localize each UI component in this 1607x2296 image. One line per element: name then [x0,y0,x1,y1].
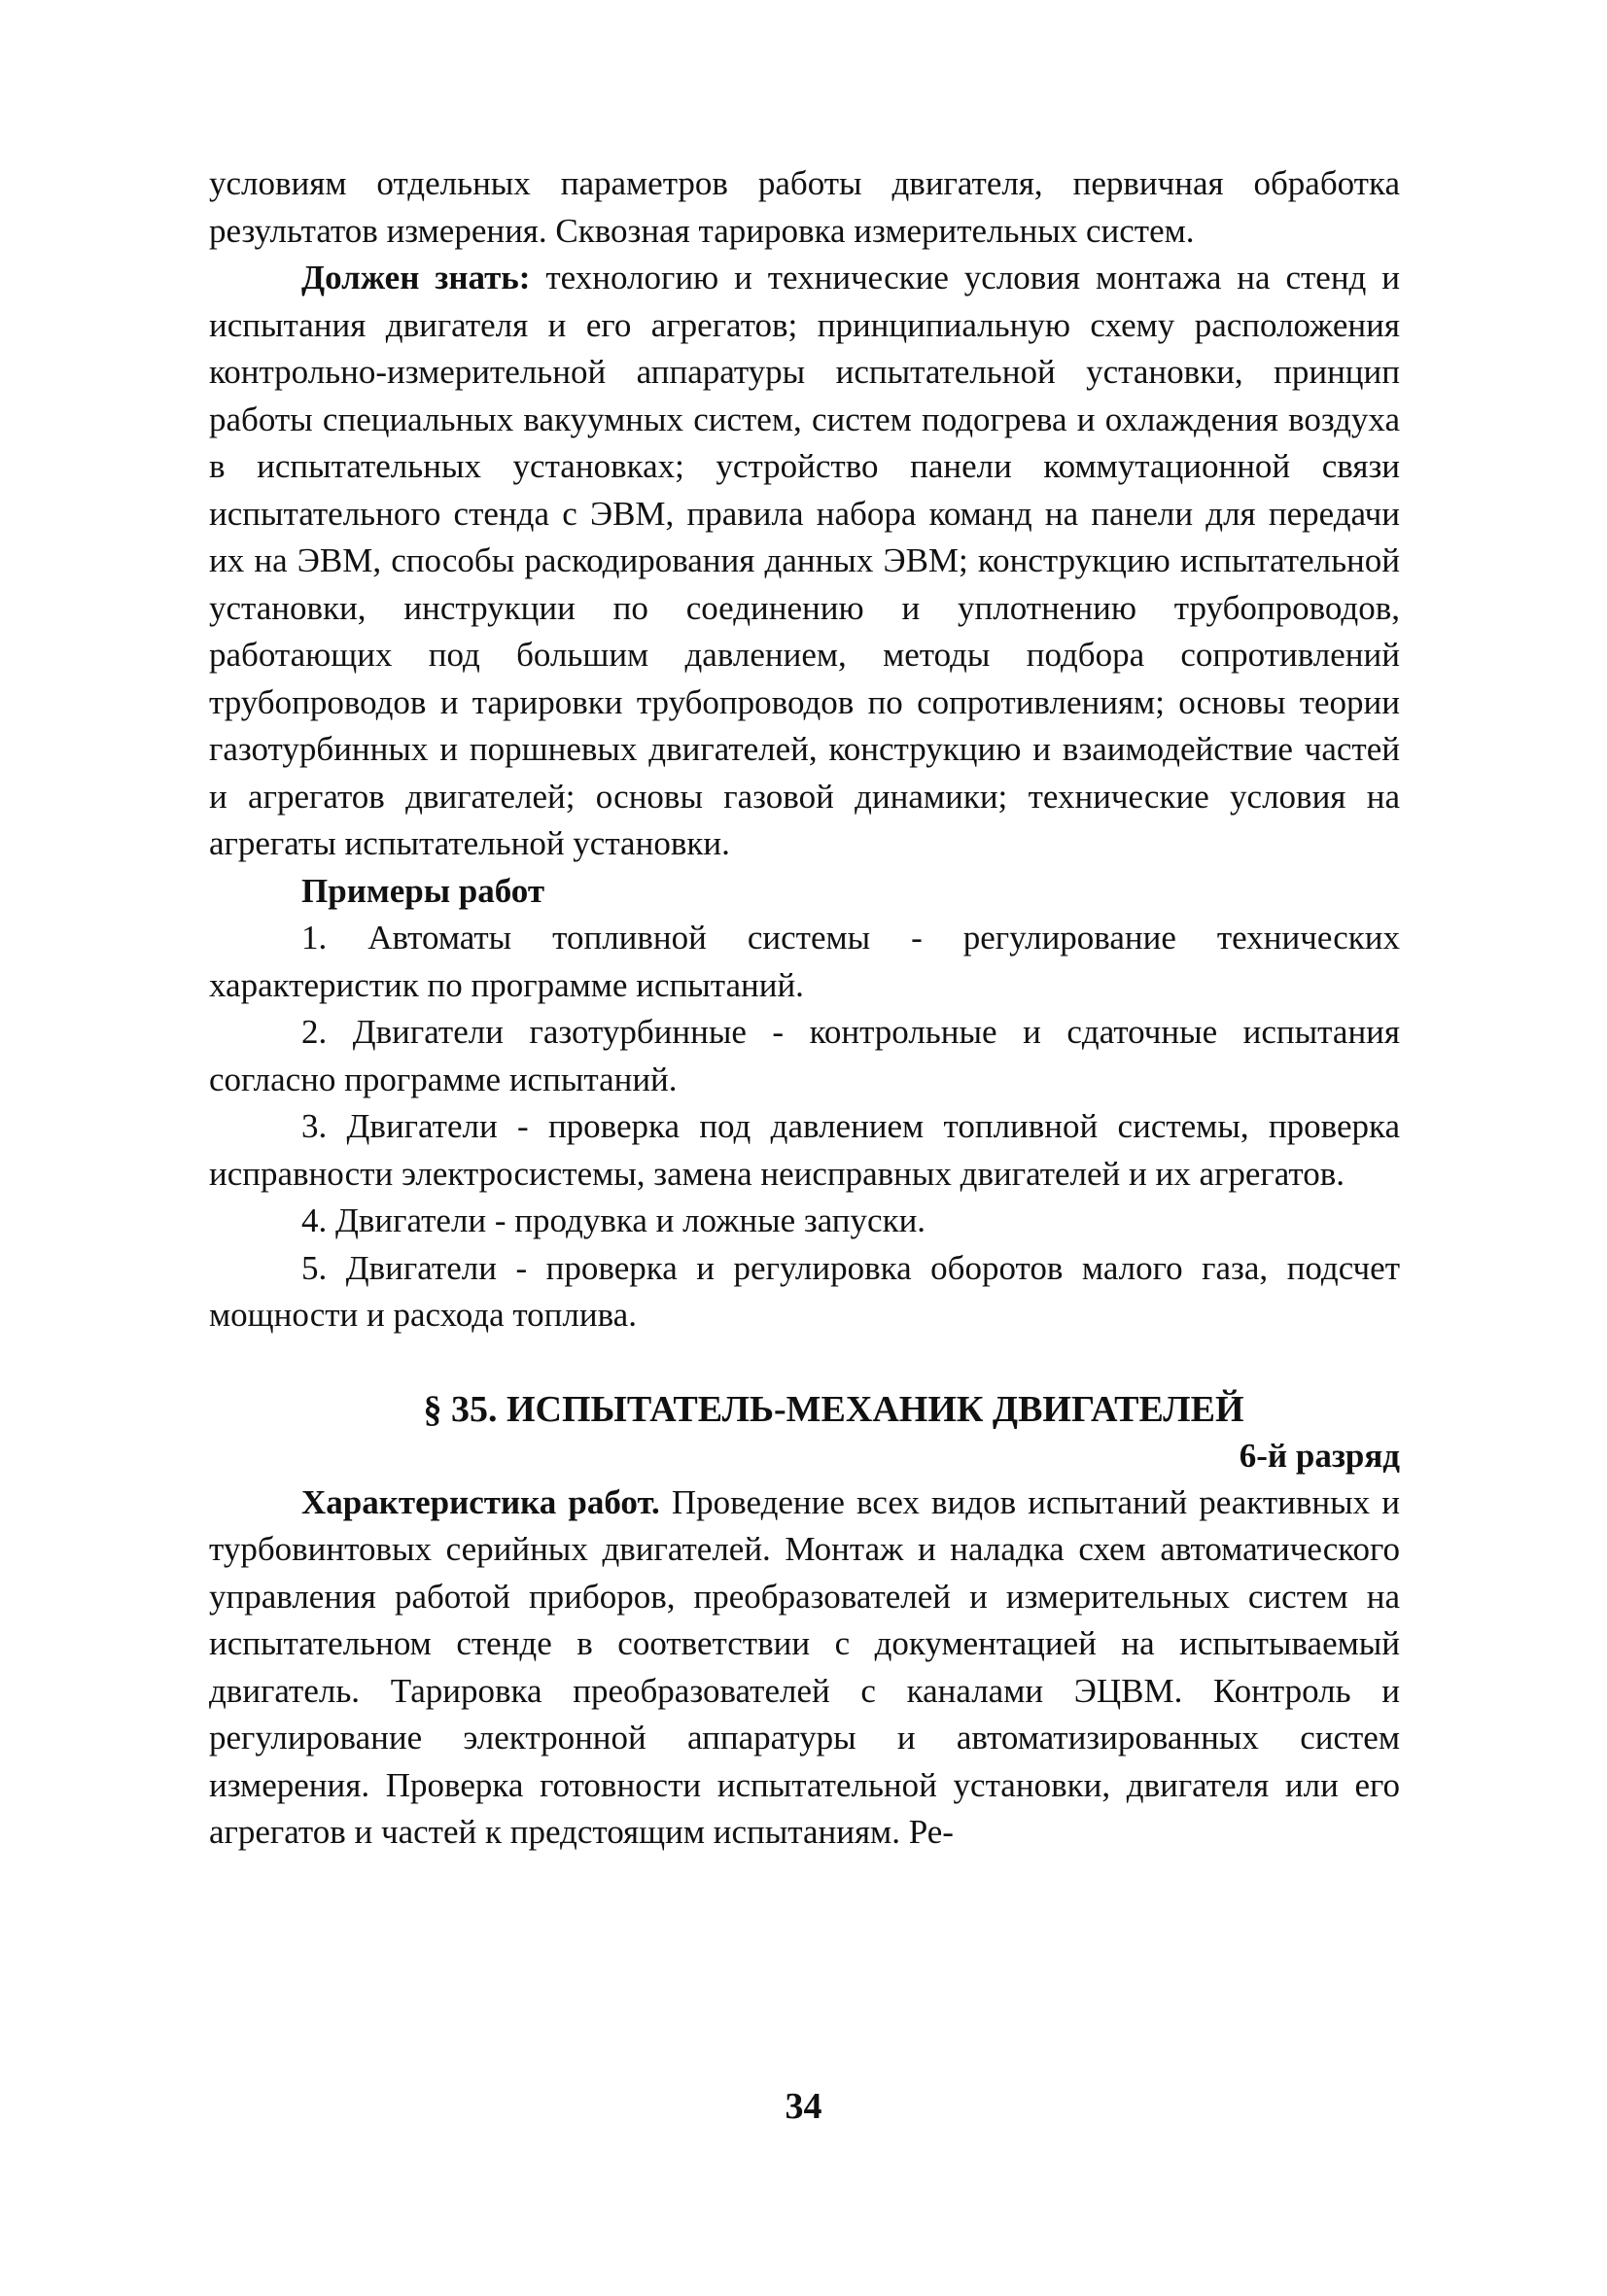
page-number: 34 [785,2086,822,2127]
grade-label: 6-й разряд [1239,1436,1400,1475]
characteristics-paragraph [209,1479,1400,1857]
continuation-paragraph: условиям отдельных параметров работы двигателя, первичная обработка результатов измерения. Сквозная тарировка измерительных систем. [209,164,1400,250]
examples-heading: Примеры работ [301,871,545,910]
example-item: 1. Автоматы топливной системы - регулирование технических характеристик по программе испытаний. [209,919,1400,1004]
example-item: 5. Двигатели - проверка и регулировка оборотов малого газа, подсчет мощности и расхода топлива. [209,1248,1400,1334]
section-title: § 35. ИСПЫТАТЕЛЬ-МЕХАНИК ДВИГАТЕЛЕЙ [423,1388,1244,1430]
example-item: 3. Двигатели - проверка под давлением топливной системы, проверка исправности электросистемы, замена неисправных двигателей и их агрегатов. [209,1107,1400,1193]
characteristics-text: Проведение всех видов испытаний реактивных и турбовинтовых серийных двигателей. Монтаж и наладка схем автоматического управления работой приборов, преобразователей и измерительных систем на испытательном стенде в соответствии с документацией на испытываемый двигатель. Тарировка преобразователей с каналами ЭЦВМ. Контроль и регулирование электронной аппаратуры и автоматизированных систем измерения. Проверка готовности испытательной установки, двигателя или его агрегатов и частей к предстоящим испытаниям. Ре- [209,1482,1400,1851]
must-know-text: технологию и технические условия монтажа на стенд и испытания двигателя и его агрегатов; принципиальную схему расположения контрольно-измерительной аппаратуры испытательной установки, принцип работы специальных вакуумных систем, систем подогрева и охлаждения воздуха в испытательных установках; устройство панели коммутационной связи испытательного стенда с ЭВМ, правила набора команд на панели для передачи их на ЭВМ, способы раскодирования данных ЭВМ; конструкцию испытательной установки, инструкции по соединению и уплотнению трубопроводов, работающих под большим давлением, методы подбора сопротивлений трубопроводов и тарировки трубопроводов по сопротивлениям; основы теории газотурбинных и поршневых двигателей, конструкцию и взаимодействие частей и агрегатов двигателей; основы газовой динамики; технические условия на агрегаты испытательной установки. [209,259,1400,862]
characteristics-label: Характеристика работ. [301,1482,660,1521]
page-content [209,160,1400,1857]
example-item: 4. Двигатели - продувка и ложные запуски. [301,1201,926,1239]
example-item: 2. Двигатели газотурбинные - контрольные и сдаточные испытания согласно программе испытаний. [209,1013,1400,1098]
must-know-label: Должен знать: [301,259,531,296]
must-know-paragraph [209,255,1400,868]
